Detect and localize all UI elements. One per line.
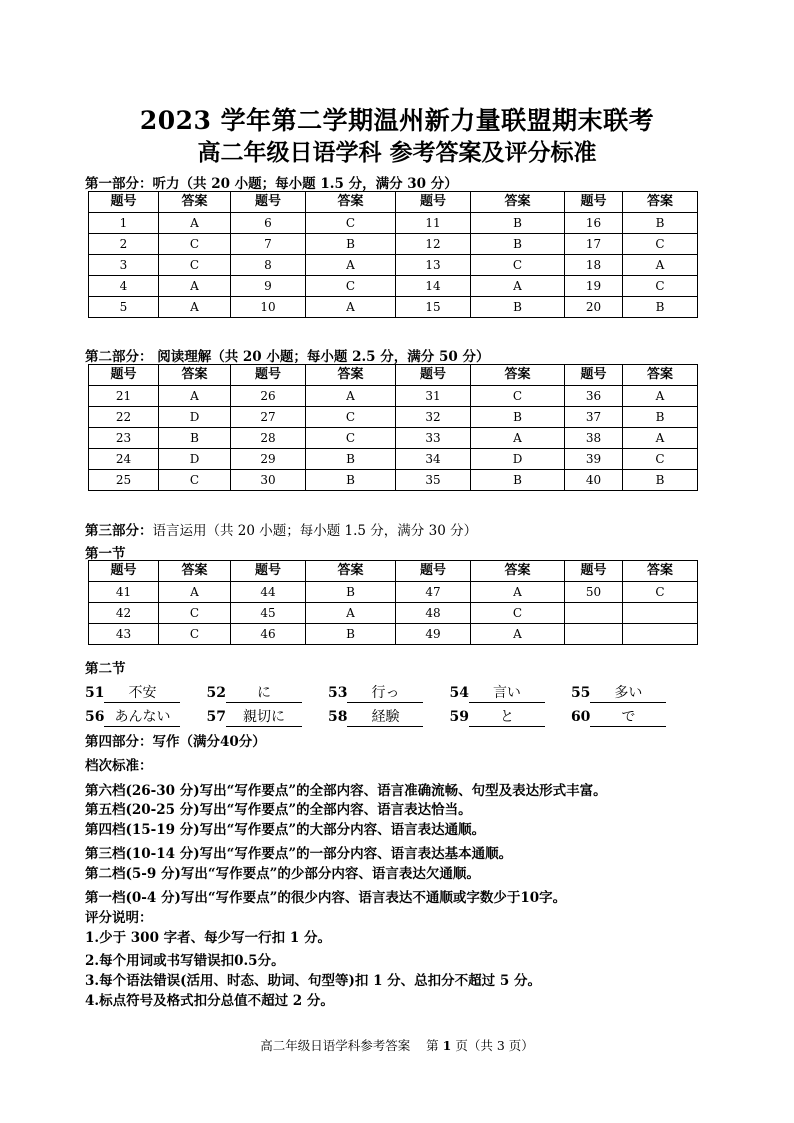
column-header: 题号 [565,561,623,582]
answer-cell: C [306,407,396,428]
part2-answer-table [88,364,698,491]
footer-page-suffix: 页） [508,1038,534,1053]
question-number-cell: 2 [89,234,159,255]
fill-number: 56 [85,709,105,725]
level-3: 第三档(10-14 分)写出“写作要点”的一部分内容、语言表达基本通顺。 [85,846,513,862]
note-4: 4.标点符号及格式扣分总值不超过 2 分。 [85,993,334,1009]
question-number-cell: 4 [89,276,159,297]
answer-cell: A [159,386,231,407]
answer-cell: A [306,255,396,276]
fill-answer: に [226,682,302,703]
fill-answer: あんない [104,706,180,727]
note-1: 1.少于 300 字者、每少写一行扣 1 分。 [85,930,331,946]
question-number-cell [565,603,623,624]
question-number-cell: 19 [565,276,623,297]
answer-cell: B [623,213,698,234]
column-header: 题号 [89,365,159,386]
question-number-cell: 12 [396,234,471,255]
answer-cell: B [623,470,698,491]
column-header: 题号 [231,365,306,386]
answer-cell: C [159,603,231,624]
answer-cell: A [623,428,698,449]
table-row [89,470,698,491]
question-number-cell: 44 [231,582,306,603]
column-header: 答案 [306,192,396,213]
fill-item [449,682,544,703]
fill-answer: で [590,706,666,727]
question-number-cell: 18 [565,255,623,276]
question-number-cell: 34 [396,449,471,470]
answer-cell: A [306,297,396,318]
fill-number: 58 [327,709,348,725]
part3-answer-table [88,560,698,645]
question-number-cell: 14 [396,276,471,297]
question-number-cell: 30 [231,470,306,491]
fill-item [571,706,666,727]
question-number-cell: 27 [231,407,306,428]
answer-cell: A [159,213,231,234]
part3-section2-label: 第二节 [85,661,126,677]
column-header: 答案 [159,365,231,386]
fill-answer: 経験 [347,706,423,727]
fill-item [328,682,423,703]
question-number-cell: 7 [231,234,306,255]
question-number-cell: 13 [396,255,471,276]
fill-answer: 言い [469,682,545,703]
question-number-cell: 43 [89,624,159,645]
column-header: 题号 [396,365,471,386]
answer-cell: C [623,582,698,603]
answer-cell: A [306,603,396,624]
answer-cell: C [159,255,231,276]
answer-cell: A [471,624,565,645]
answer-cell: C [159,234,231,255]
fill-item [328,706,423,727]
answer-cell: A [471,582,565,603]
question-number-cell: 47 [396,582,471,603]
question-number-cell: 22 [89,407,159,428]
table-row [89,428,698,449]
fill-answer: と [469,706,545,727]
footer-label: 高二年级日语学科参考答案 [260,1038,411,1053]
fill-item [571,682,666,703]
fill-answer: 多い [590,682,666,703]
question-number-cell: 9 [231,276,306,297]
column-header: 答案 [159,192,231,213]
column-header: 题号 [231,561,306,582]
answer-cell: C [306,213,396,234]
question-number-cell: 20 [565,297,623,318]
answer-cell: B [471,407,565,428]
column-header: 题号 [89,561,159,582]
question-number-cell: 48 [396,603,471,624]
answer-cell: C [471,603,565,624]
answer-cell: B [623,407,698,428]
question-number-cell: 26 [231,386,306,407]
question-number-cell: 23 [89,428,159,449]
answer-cell: B [306,582,396,603]
note-3: 3.每个语法错误(活用、时态、助词、句型等)扣 1 分、总扣分不超过 5 分。 [85,973,541,989]
answer-cell: D [159,407,231,428]
question-number-cell: 17 [565,234,623,255]
answer-cell: A [159,582,231,603]
fill-item [85,706,180,727]
question-number-cell: 45 [231,603,306,624]
fill-answer: 親切に [226,706,302,727]
question-number-cell: 31 [396,386,471,407]
fill-number: 60 [570,709,591,725]
answer-cell: A [471,276,565,297]
answer-cell: B [471,470,565,491]
answer-cell: B [306,470,396,491]
answer-cell: B [471,234,565,255]
question-number-cell: 11 [396,213,471,234]
answer-cell: C [623,234,698,255]
footer-page-mid: 页（共 [455,1038,493,1053]
column-header: 答案 [623,365,698,386]
notes-title: 评分说明： [85,910,153,926]
answer-cell: B [471,297,565,318]
answer-cell [623,624,698,645]
table-row [89,407,698,428]
table-row [89,213,698,234]
question-number-cell: 35 [396,470,471,491]
answer-cell: A [471,428,565,449]
fill-number: 59 [449,709,469,725]
answer-cell: B [306,234,396,255]
question-number-cell: 36 [565,386,623,407]
fill-number: 57 [206,709,226,725]
answer-cell: B [306,449,396,470]
question-number-cell: 40 [565,470,623,491]
question-number-cell: 24 [89,449,159,470]
answer-cell: B [471,213,565,234]
answer-cell: A [159,276,231,297]
answer-cell: B [159,428,231,449]
question-number-cell: 46 [231,624,306,645]
question-number-cell: 15 [396,297,471,318]
footer-page-prefix: 第 [426,1038,439,1053]
question-number-cell: 39 [565,449,623,470]
answer-cell: A [623,386,698,407]
table-row [89,603,698,624]
answer-cell: C [306,428,396,449]
answer-cell: D [159,449,231,470]
question-number-cell: 1 [89,213,159,234]
question-number-cell: 10 [231,297,306,318]
column-header: 答案 [306,561,396,582]
column-header: 题号 [565,192,623,213]
fill-item [449,706,544,727]
answer-cell: C [471,255,565,276]
part3-heading [85,519,477,539]
answer-cell: C [159,624,231,645]
fill-answer: 不安 [104,682,180,703]
fill-number: 52 [206,685,226,701]
level-2: 第二档(5-9 分)写出“写作要点”的少部分内容、语言表达欠通顺。 [85,866,480,882]
question-number-cell: 16 [565,213,623,234]
part3-section1-label: 第一节 [85,546,126,562]
fill-row-1 [85,682,692,703]
question-number-cell: 37 [565,407,623,428]
answer-cell: C [159,470,231,491]
page-footer [0,1036,794,1054]
fill-number: 51 [85,685,105,701]
question-number-cell: 6 [231,213,306,234]
question-number-cell: 42 [89,603,159,624]
part3-heading-bold: 第三部分： [85,523,153,539]
question-number-cell: 33 [396,428,471,449]
answer-cell: B [623,297,698,318]
answer-cell: C [623,449,698,470]
column-header: 答案 [471,192,565,213]
column-header: 答案 [159,561,231,582]
column-header: 题号 [565,365,623,386]
question-number-cell: 21 [89,386,159,407]
level-1: 第一档(0-4 分)写出“写作要点”的很少内容、语言表达不通顺或字数少于10字。 [85,890,567,906]
document-title: 2023 学年第二学期温州新力量联盟期末联考 [139,106,655,135]
column-header: 题号 [396,192,471,213]
part1-answer-table [88,191,698,318]
answer-cell: C [623,276,698,297]
fill-item [85,682,180,703]
table-header-row [89,561,698,582]
part1-heading: 第一部分：听力（共 20 小题；每小题 1.5 分，满分 30 分） [85,176,458,192]
question-number-cell: 8 [231,255,306,276]
fill-number: 55 [570,685,591,701]
answer-cell: B [306,624,396,645]
fill-number: 54 [449,685,469,701]
fill-answer: 行っ [347,682,423,703]
answer-cell: C [306,276,396,297]
table-row [89,386,698,407]
note-2: 2.每个用词或书写错误扣0.5分。 [85,953,285,969]
question-number-cell: 50 [565,582,623,603]
table-row [89,449,698,470]
column-header: 答案 [471,365,565,386]
question-number-cell: 38 [565,428,623,449]
answer-cell [623,603,698,624]
column-header: 答案 [471,561,565,582]
part3-heading-rest: 语言运用（共 20 小题；每小题 1.5 分，满分 30 分） [152,523,478,539]
table-row [89,297,698,318]
answer-cell: C [471,386,565,407]
column-header: 答案 [623,192,698,213]
question-number-cell: 41 [89,582,159,603]
level-4: 第四档(15-19 分)写出“写作要点”的大部分内容、语言表达通顺。 [85,822,486,838]
question-number-cell: 29 [231,449,306,470]
table-header-row [89,192,698,213]
table-row [89,255,698,276]
level-6: 第六档(26-30 分)写出“写作要点”的全部内容、语言准确流畅、句型及表达形式丰富。 [85,783,607,799]
question-number-cell: 3 [89,255,159,276]
document-subtitle: 高二年级日语学科 参考答案及评分标准 [197,139,597,166]
table-header-row [89,365,698,386]
answer-cell: A [159,297,231,318]
answer-cell: A [623,255,698,276]
table-row [89,624,698,645]
part2-heading: 第二部分： 阅读理解（共 20 小题；每小题 2.5 分，满分 50 分） [85,349,490,365]
fill-item [206,706,301,727]
answer-cell: A [306,386,396,407]
question-number-cell: 25 [89,470,159,491]
table-row [89,276,698,297]
column-header: 答案 [623,561,698,582]
answer-cell: D [471,449,565,470]
level-5: 第五档(20-25 分)写出“写作要点”的全部内容、语言表达恰当。 [85,802,472,818]
column-header: 答案 [306,365,396,386]
fill-number: 53 [327,685,348,701]
question-number-cell: 5 [89,297,159,318]
table-row [89,234,698,255]
column-header: 题号 [396,561,471,582]
column-header: 题号 [89,192,159,213]
table-row [89,582,698,603]
question-number-cell: 28 [231,428,306,449]
footer-page-total: 3 [496,1038,505,1053]
levels-title: 档次标准： [85,758,153,774]
column-header: 题号 [231,192,306,213]
part4-heading: 第四部分：写作（满分40分） [85,734,266,750]
footer-page-num: 1 [442,1038,452,1053]
question-number-cell [565,624,623,645]
fill-item [206,682,301,703]
question-number-cell: 32 [396,407,471,428]
question-number-cell: 49 [396,624,471,645]
fill-row-2 [85,706,692,727]
